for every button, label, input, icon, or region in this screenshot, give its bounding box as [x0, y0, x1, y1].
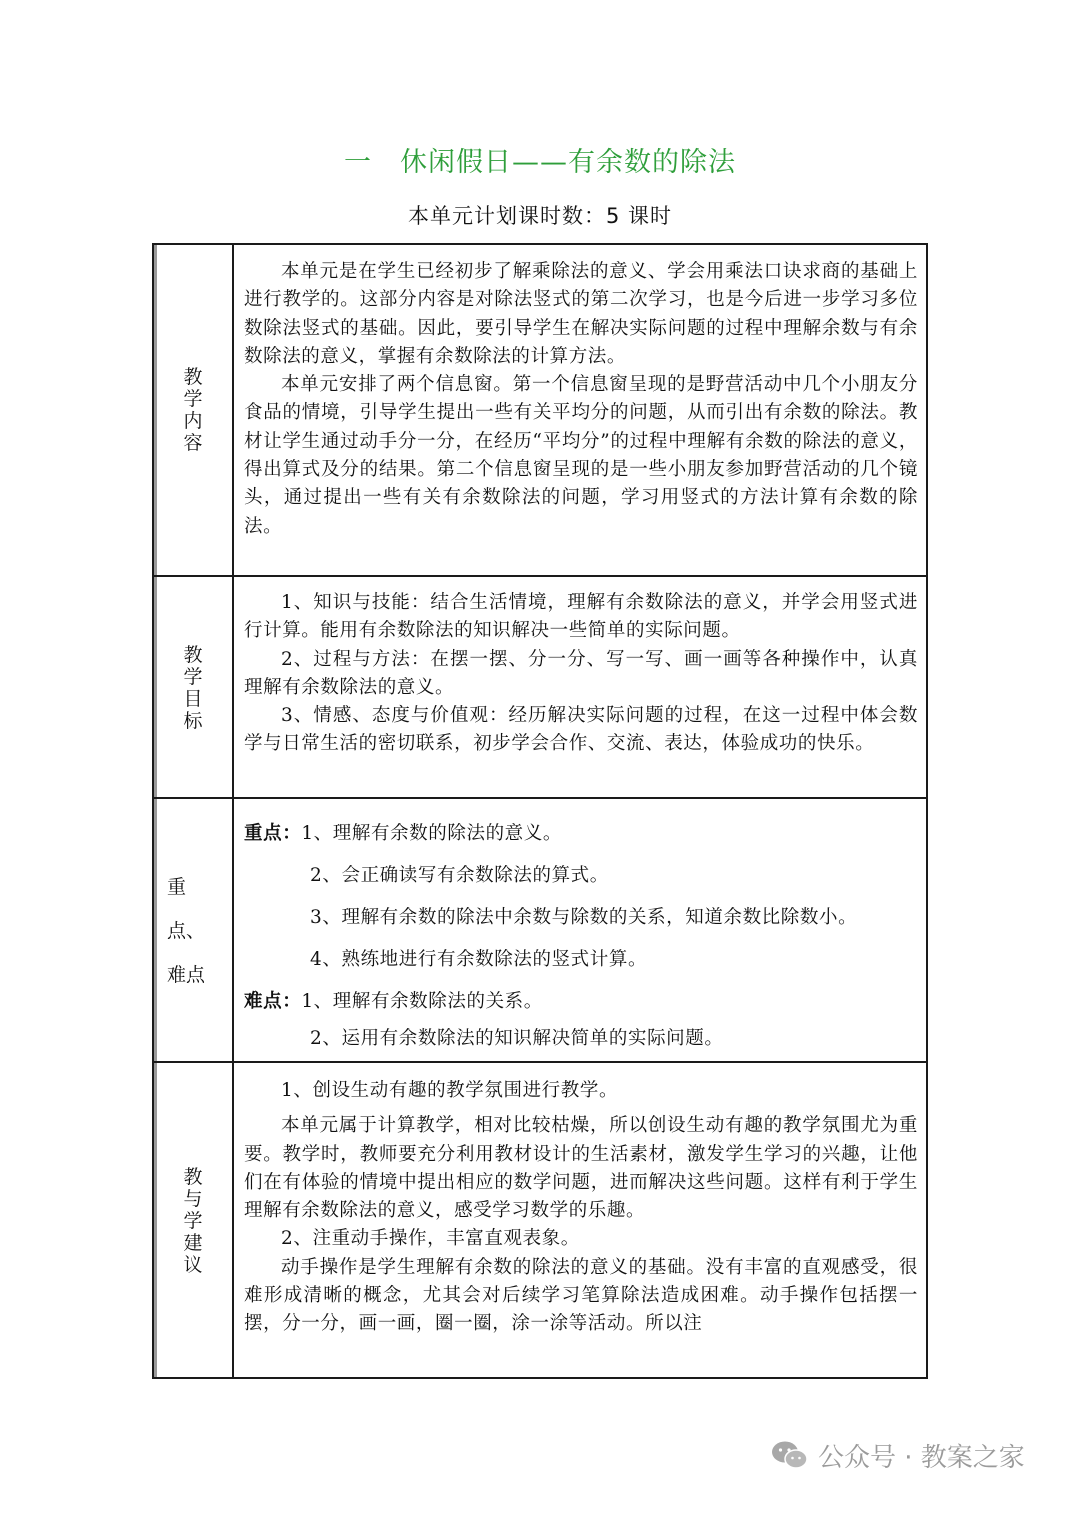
row-content-key-points [244, 813, 918, 1055]
label-line: 重点、 [167, 876, 206, 942]
label-text: 教学目标 [183, 644, 203, 732]
label-text: 教与学建议 [183, 1166, 203, 1276]
page-subtitle: 本单元计划课时数：5 课时 [407, 204, 673, 228]
difficult-item [244, 981, 918, 1023]
key-heading: 重点： [244, 823, 302, 844]
key-text: 3、理解有余数的除法中余数与除数的关系，知道余数比除数小。 [310, 907, 858, 928]
key-text: 2、会正确读写有余数除法的算式。 [310, 865, 609, 886]
paragraph: 本单元是在学生已经初步了解乘除法的意义、学会用乘法口诀求商的基础上进行教学的。这部分内容是对除法竖式的第二次学习，也是今后进一步学习多位数除法竖式的基础。因此，要引导学生在解决实际问题的过程中理解余数与有余数除法的意义，掌握有余数除法的计算方法。 [244, 261, 918, 367]
row-content-suggestions [244, 1077, 918, 1339]
row-suggestions [154, 1061, 926, 1379]
row-key-points [154, 797, 926, 1063]
paragraph: 2、注重动手操作，丰富直观表象。 [281, 1228, 580, 1250]
key-item [244, 855, 918, 897]
label-text: 教学内容 [183, 366, 203, 454]
row-teaching-content [154, 245, 926, 575]
key-item [244, 897, 918, 939]
paragraph: 动手操作是学生理解有余数的除法的意义的基础。没有丰富的直观感受，很难形成清晰的概念，尤其会对后续学习笔算除法造成困难。动手操作包括摆一摆，分一分，画一画，圈一圈，涂一涂等活动。所以注 [244, 1256, 918, 1335]
key-item [244, 939, 918, 981]
paragraph: 2、过程与方法：在摆一摆、分一分、写一写、画一画等各种操作中，认真理解有余数除法的意义。 [244, 648, 918, 698]
difficult-item [244, 1023, 918, 1055]
row-content-teaching-content [244, 258, 918, 541]
row-content-teaching-goals [244, 589, 918, 759]
watermark [770, 1430, 1070, 1480]
key-item [244, 813, 918, 855]
row-teaching-goals [154, 575, 926, 799]
row-label-teaching-goals [154, 577, 234, 799]
paragraph: 1、知识与技能：结合生活情境，理解有余数除法的意义，并学会用竖式进行计算。能用有余数除法的知识解决一些简单的实际问题。 [244, 592, 918, 642]
paragraph: 1、创设生动有趣的教学氛围进行教学。 [281, 1080, 619, 1101]
page-title: 一 休闲假日——有余数的除法 [344, 147, 736, 178]
lesson-plan-table [152, 243, 928, 1379]
label-line: 难点 [167, 964, 206, 986]
row-label-key-points [154, 799, 234, 1063]
difficult-text: 2、运用有余数除法的知识解决简单的实际问题。 [310, 1028, 724, 1049]
row-label-teaching-content [154, 245, 234, 575]
paragraph: 3、情感、态度与价值观：经历解决实际问题的过程，在这一过程中体会数学与日常生活的密切联系，初步学会合作、交流、表达，体验成功的快乐。 [244, 705, 918, 755]
paragraph: 本单元属于计算教学，相对比较枯燥，所以创设生动有趣的教学氛围尤为重要。教学时，教师要充分利用教材设计的生活素材，激发学生学习的兴趣，让他们在有体验的情境中提出相应的数学问题，进而解决这些问题。这样有利于学生理解有余数除法的意义，感受学习数学的乐趣。 [244, 1115, 918, 1222]
key-text: 4、熟练地进行有余数除法的竖式计算。 [310, 949, 648, 970]
label-text [167, 865, 219, 997]
watermark-text: 公众号 · 教案之家 [818, 1442, 1025, 1473]
wechat-icon [770, 1439, 810, 1471]
key-text: 1、理解有余数的除法的意义。 [301, 823, 562, 844]
difficult-text: 1、理解有余数除法的关系。 [301, 991, 543, 1012]
difficult-heading: 难点： [244, 991, 302, 1012]
paragraph: 本单元安排了两个信息窗。第一个信息窗呈现的是野营活动中几个小朋友分食品的情境，引导学生提出一些有关平均分的问题，从而引出有余数的除法。教材让学生通过动手分一分，在经历“平均分”的过程中理解有余数的除法的意义，得出算式及分的结果。第二个信息窗呈现的是一些小朋友参加野营活动的几个镜头，通过提出一些有关有余数除法的问题，学习用竖式的方法计算有余数的除法。 [244, 374, 918, 537]
row-label-suggestions [154, 1063, 234, 1379]
